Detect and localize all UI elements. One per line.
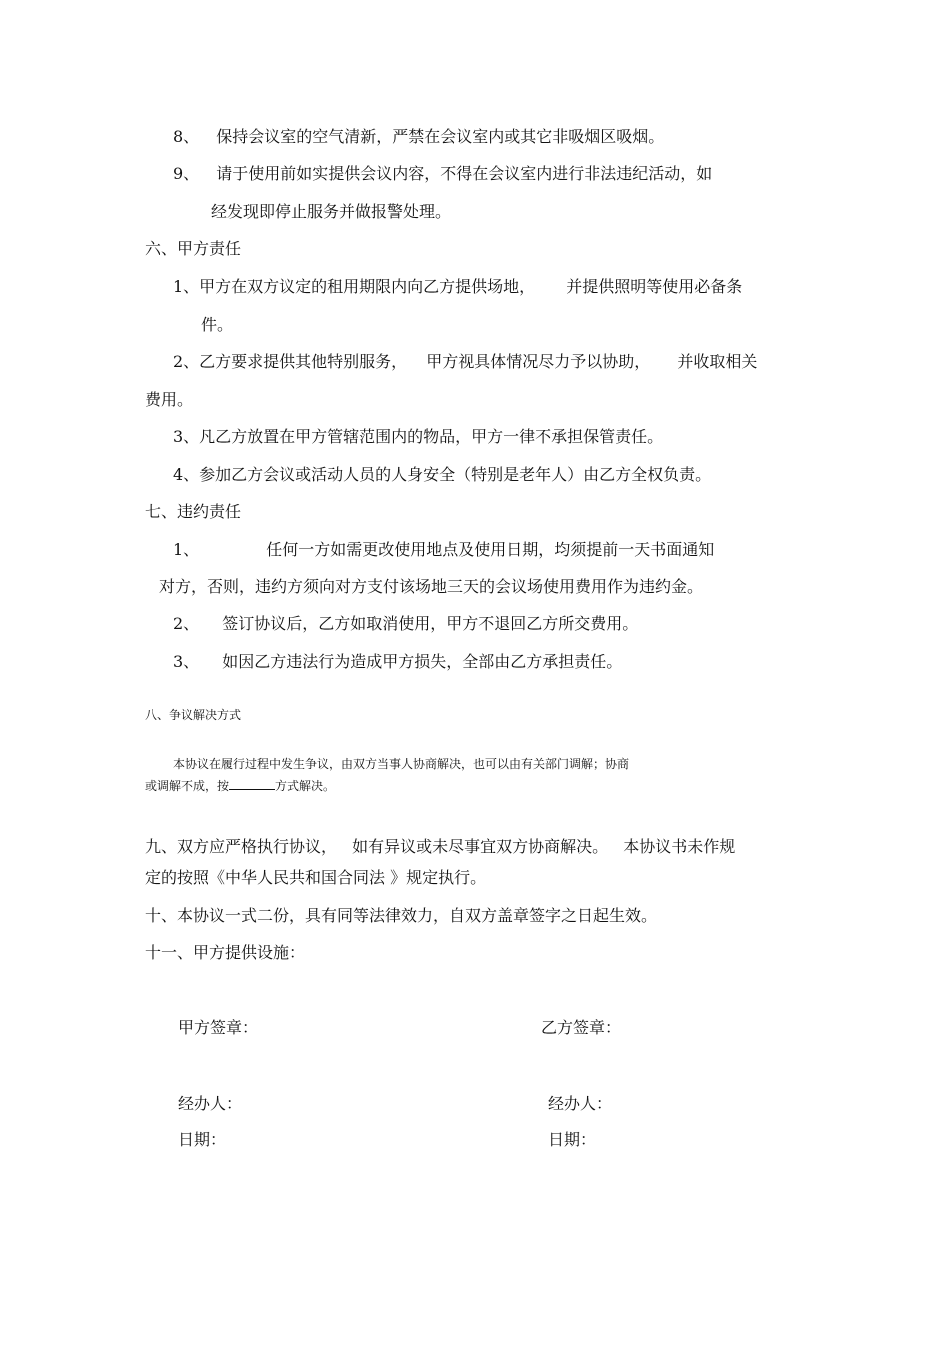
section7-item-1-continued: 对方，否则，违约方须向对方支付该场地三天的会议场使用费用作为违约金。 xyxy=(159,577,704,596)
section7-item-3 xyxy=(173,652,622,672)
section-heading: 七、违约责任 xyxy=(145,502,242,521)
paragraph-text: 如有异议或未尽事宜双方协商解决。 xyxy=(352,837,609,856)
paragraph-text: 方式解决。 xyxy=(275,779,336,793)
clause-item-9-continued: 经发现即停止服务并做报警处理。 xyxy=(211,202,452,221)
party-b-date-label: 日期： xyxy=(548,1130,597,1149)
item-text: 如因乙方违法行为造成甲方损失，全部由乙方承担责任。 xyxy=(222,652,623,671)
section10-text: 十、本协议一式二份，具有同等法律效力，自双方盖章签字之日起生效。 xyxy=(145,906,658,925)
paragraph-text: 或调解不成，按 xyxy=(145,779,230,793)
section7-item-1 xyxy=(173,540,714,560)
item-text: 甲方视具体情况尽力予以协助， xyxy=(426,352,651,371)
section9-line-2: 定的按照《中华人民共和国合同法 》规定执行。 xyxy=(145,868,487,887)
party-b-seal-label: 乙方签章： xyxy=(541,1018,622,1037)
item-number: 8、 xyxy=(173,127,200,146)
item-text: 签订协议后，乙方如取消使用，甲方不退回乙方所交费用。 xyxy=(222,614,639,633)
section7-item-2 xyxy=(173,614,638,634)
item-number: 3、 xyxy=(173,652,200,671)
fill-in-blank xyxy=(229,778,275,790)
clause-item-9 xyxy=(173,164,712,184)
paragraph-text: 九、双方应严格执行协议， xyxy=(145,837,338,856)
section6-item-2 xyxy=(173,352,757,372)
clause-item-8 xyxy=(173,127,664,147)
party-a-date-label: 日期： xyxy=(178,1130,227,1149)
item-text: 2、乙方要求提供其他特别服务， xyxy=(173,352,408,371)
section6-item-3: 3、凡乙方放置在甲方管辖范围内的物品，甲方一律不承担保管责任。 xyxy=(173,427,664,446)
section-heading: 六、甲方责任 xyxy=(145,239,242,258)
item-number: 2、 xyxy=(173,614,200,633)
section8-paragraph-line-1: 本协议在履行过程中发生争议，由双方当事人协商解决，也可以由有关部门调解；协商 xyxy=(173,757,630,771)
item-text: 任何一方如需更改使用地点及使用日期，均须提前一天书面通知 xyxy=(266,540,715,559)
paragraph-text: 本协议书未作规 xyxy=(623,837,736,856)
section6-item-2-continued: 费用。 xyxy=(145,390,194,409)
section6-item-1-continued: 件。 xyxy=(201,315,234,334)
section6-item-1 xyxy=(173,277,742,297)
party-a-seal-label: 甲方签章： xyxy=(178,1018,259,1037)
party-a-agent-label: 经办人： xyxy=(178,1094,243,1113)
item-text: 1、甲方在双方议定的租用期限内向乙方提供场地， xyxy=(173,277,536,296)
section6-item-4: 4、参加乙方会议或活动人员的人身安全（特别是老年人）由乙方全权负责。 xyxy=(173,465,712,484)
item-text: 并收取相关 xyxy=(677,352,758,371)
party-b-agent-label: 经办人： xyxy=(548,1094,613,1113)
item-text: 并提供照明等使用必备条 xyxy=(566,277,743,296)
section8-paragraph-line-2 xyxy=(145,778,335,794)
section-heading: 八、争议解决方式 xyxy=(145,708,242,722)
item-number: 9、 xyxy=(173,164,200,183)
item-text: 保持会议室的空气清新，严禁在会议室内或其它非吸烟区吸烟。 xyxy=(216,127,665,146)
section-heading: 十一、甲方提供设施： xyxy=(145,943,306,962)
section9-line-1 xyxy=(145,837,735,857)
item-text: 请于使用前如实提供会议内容，不得在会议室内进行非法违纪活动，如 xyxy=(216,164,713,183)
item-number: 1、 xyxy=(173,540,200,559)
